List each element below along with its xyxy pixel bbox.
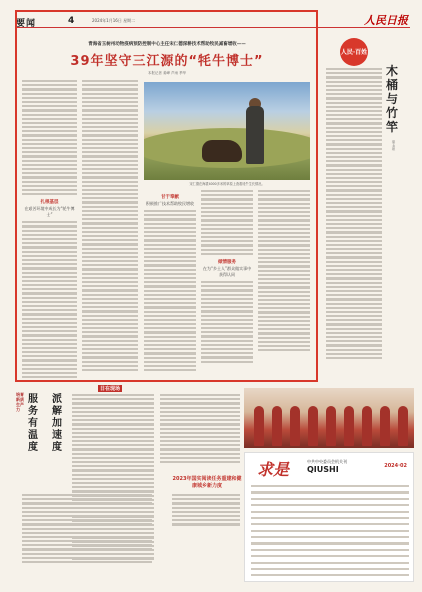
qiushi-table-of-contents — [251, 485, 409, 581]
qiushi-logo: 求是 — [257, 460, 290, 479]
article-headline[interactable]: 39年坚守三江源的“牦牛博士” — [70, 54, 264, 69]
mid-article-text — [172, 494, 240, 528]
qiushi-issue: 2024·02 — [384, 463, 407, 469]
bottom-text-3 — [22, 494, 152, 565]
photo-caption: 宋仁德在海拔4000多米的草原上查看牦牛生长情况。 — [189, 182, 265, 186]
article-column-5 — [258, 190, 310, 353]
bottom-text-2 — [160, 394, 240, 465]
yak-figure — [202, 140, 242, 162]
feature-author: 单玉泉 — [392, 140, 396, 151]
subhead-2-detail: 积极推广技术帮助牧民增收 — [146, 201, 194, 206]
feature-text-1 — [326, 68, 382, 361]
article-byline: 本报记者 姜峰 芦雨 季华 — [147, 71, 187, 75]
bottom-title-2[interactable]: 派解加速度 — [52, 394, 62, 453]
section-name: 要闻 — [16, 19, 37, 29]
mid-article-title[interactable]: 2023年国实阅读任务重建和健康城乡新力度 — [172, 476, 242, 489]
bottom-kicker: 培育新质生产力 — [16, 392, 24, 412]
subhead-1: 扎根基层 — [40, 200, 59, 206]
article-column-1 — [22, 80, 77, 380]
feature-badge: 人民·百姓 — [340, 38, 368, 66]
person-figure — [246, 106, 264, 164]
article-column-2 — [82, 80, 138, 373]
subhead-1-detail: 在艰苦环境中成长为“牦牛博士” — [24, 206, 75, 218]
feature-title[interactable]: 木桶与竹竿 — [386, 64, 399, 134]
subhead-2: 甘于奉献 — [161, 195, 179, 200]
qiushi-subtitle: 中共中央委员会机关刊 — [307, 459, 347, 464]
site-tag: 日在现场 — [100, 386, 121, 392]
qiushi-english-title: QIUSHI — [307, 465, 339, 474]
feature-column — [326, 36, 412, 382]
article-photo[interactable] — [144, 82, 310, 180]
issue-date: 2024年1月16日 星期二 — [92, 18, 136, 23]
article-column-4 — [201, 190, 253, 365]
masthead-logo: 人民日报 — [364, 14, 408, 27]
subhead-3-detail: 在为“乡土人”群众做实事中获得认同 — [202, 266, 252, 277]
festival-photo[interactable] — [244, 388, 414, 448]
page-number: 4 — [68, 16, 75, 26]
article-column-3 — [144, 190, 196, 373]
qiushi-ad[interactable] — [244, 452, 414, 582]
subhead-3: 倾情服务 — [218, 260, 236, 265]
bottom-title-1[interactable]: 服务有温度 — [28, 394, 38, 453]
article-kicker: 青海省玉树州动物疫病预防控制中心主任宋仁德深耕技术帮助牧民减畜增收—— — [88, 42, 246, 47]
